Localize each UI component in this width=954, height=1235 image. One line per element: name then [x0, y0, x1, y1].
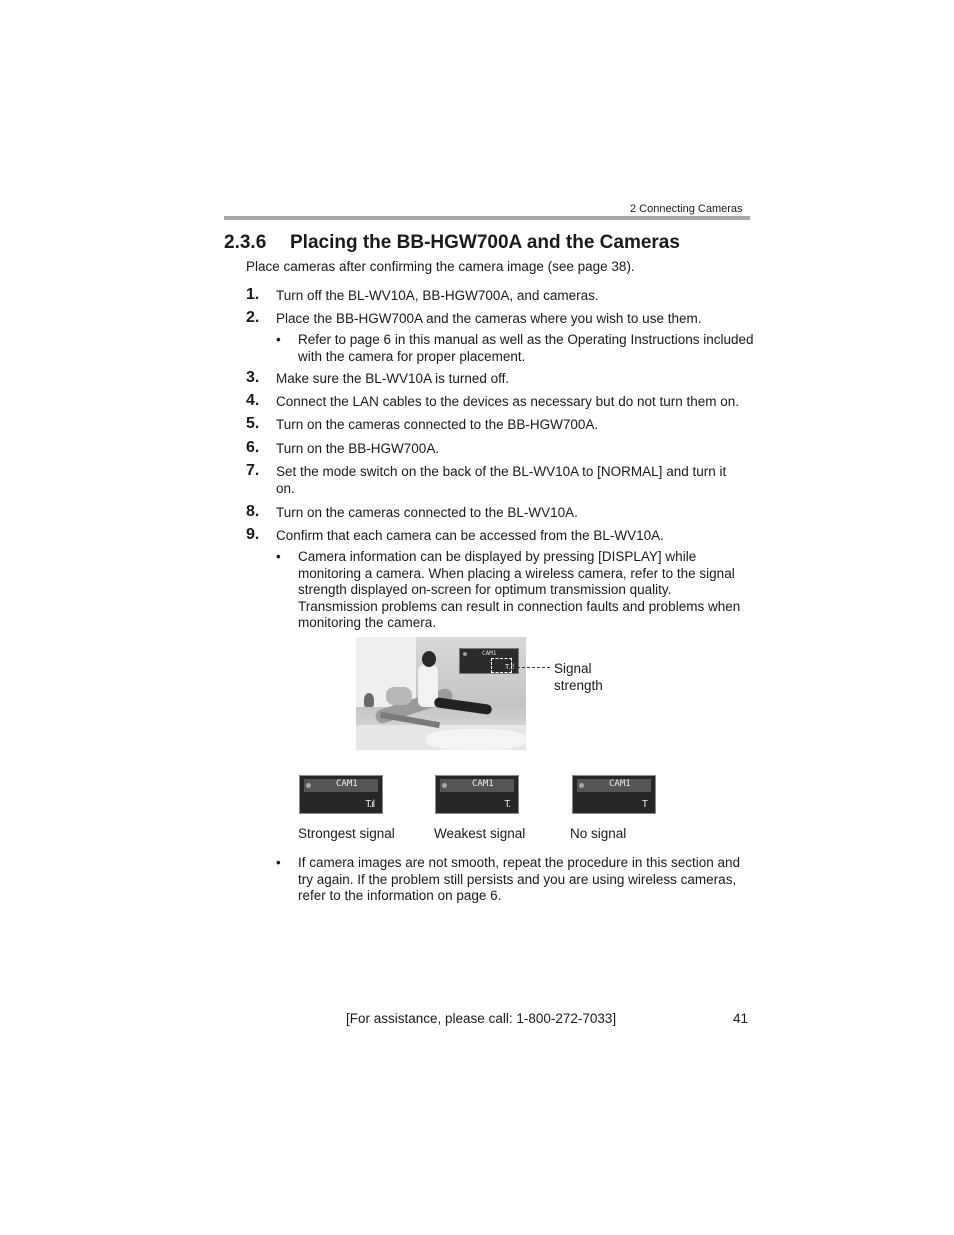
step-text: Set the mode switch on the back of the BL-WV10A to [NORMAL] and turn it on. — [276, 464, 727, 496]
bullet-step2 — [276, 332, 754, 365]
status-led-icon — [463, 652, 467, 656]
bullet-step9 — [276, 549, 754, 632]
osd-cam-label: CAM1 — [609, 779, 631, 789]
step-text: Confirm that each camera can be accessed from the BL-WV10A. — [276, 528, 664, 543]
bullet-final — [276, 855, 754, 905]
caption-none: No signal — [570, 826, 627, 841]
signal-strength-icon: T.ıl — [365, 799, 374, 810]
osd-cam-label: CAM1 — [482, 650, 497, 657]
step-text: Place the BB-HGW700A and the cameras where you wish to use them. — [276, 311, 702, 326]
step-7 — [246, 463, 736, 497]
photo-person-legs — [434, 697, 493, 715]
step-8 — [246, 504, 756, 521]
step-number: 1. — [246, 286, 260, 303]
section-number: 2.3.6 — [224, 232, 267, 253]
footer-assistance: [For assistance, please call: 1-800-272-7033] — [346, 1011, 617, 1026]
signal-strength-callout — [554, 660, 603, 694]
bullet-symbol: • — [276, 332, 281, 347]
osd-cam-label: CAM1 — [472, 779, 494, 789]
step-6 — [246, 440, 756, 457]
step-1 — [246, 287, 756, 304]
photo-rug — [426, 729, 526, 750]
step-text: Turn on the cameras connected to the BB-HGW700A. — [276, 417, 599, 432]
callout-line-2: strength — [554, 678, 603, 693]
bullet-text: If camera images are not smooth, repeat the procedure in this section and try again. If the problem still persists and you are using wireless cameras, refer to the information on page 6. — [298, 855, 740, 903]
header-rule — [224, 216, 750, 220]
step-text: Connect the LAN cables to the devices as necessary but do not turn them on. — [276, 394, 740, 409]
osd-panel-none — [572, 775, 656, 814]
bullet-symbol: • — [276, 549, 281, 564]
status-led-icon — [442, 783, 447, 788]
camera-monitor-photo — [356, 637, 526, 750]
bullet-text: Camera information can be displayed by pressing [DISPLAY] while monitoring a camera. When placing a wireless camera, refer to the signal strength displayed on-screen for optimum transmission quality. Transmission problems can result in connection faults and problems when monitoring the camera. — [298, 549, 741, 630]
signal-strength-icon: T.ıl — [505, 664, 514, 671]
step-number: 3. — [246, 369, 260, 386]
signal-highlight-box — [491, 658, 512, 673]
running-header: 2 Connecting Cameras — [630, 203, 743, 215]
step-2 — [246, 310, 756, 327]
step-text: Make sure the BL-WV10A is turned off. — [276, 371, 510, 386]
section-title: Placing the BB-HGW700A and the Cameras — [290, 232, 680, 253]
step-number: 9. — [246, 526, 260, 543]
callout-line-1: Signal — [554, 661, 592, 676]
step-number: 7. — [246, 462, 260, 479]
status-led-icon — [306, 783, 311, 788]
signal-strength-icon: T — [641, 799, 647, 810]
photo-person-head — [422, 651, 436, 667]
photo-pillow — [386, 687, 412, 705]
step-text: Turn on the BB-HGW700A. — [276, 441, 440, 456]
osd-panel-weakest — [435, 775, 519, 814]
step-9 — [246, 527, 756, 544]
signal-strength-icon: T. — [504, 799, 510, 810]
bullet-symbol: • — [276, 855, 281, 870]
photo-plant — [364, 693, 374, 707]
caption-weakest: Weakest signal — [434, 826, 526, 841]
status-led-icon — [579, 783, 584, 788]
osd-cam-label: CAM1 — [336, 779, 358, 789]
step-number: 5. — [246, 415, 260, 432]
caption-strongest: Strongest signal — [298, 826, 395, 841]
step-4 — [246, 393, 756, 410]
step-5 — [246, 416, 756, 433]
section-heading — [224, 232, 680, 254]
osd-panel-strongest — [299, 775, 383, 814]
step-text: Turn on the cameras connected to the BL-WV10A. — [276, 505, 578, 520]
step-number: 4. — [246, 392, 260, 409]
step-text: Turn off the BL-WV10A, BB-HGW700A, and cameras. — [276, 288, 599, 303]
bullet-text: Refer to page 6 in this manual as well as the Operating Instructions included with the camera for proper placement. — [298, 332, 754, 364]
intro-paragraph: Place cameras after confirming the camera image (see page 38). — [246, 259, 635, 274]
step-number: 2. — [246, 309, 260, 326]
callout-leader-line — [512, 667, 550, 668]
step-3 — [246, 370, 756, 387]
step-number: 6. — [246, 439, 260, 456]
step-number: 8. — [246, 503, 260, 520]
page-number: 41 — [733, 1011, 749, 1026]
